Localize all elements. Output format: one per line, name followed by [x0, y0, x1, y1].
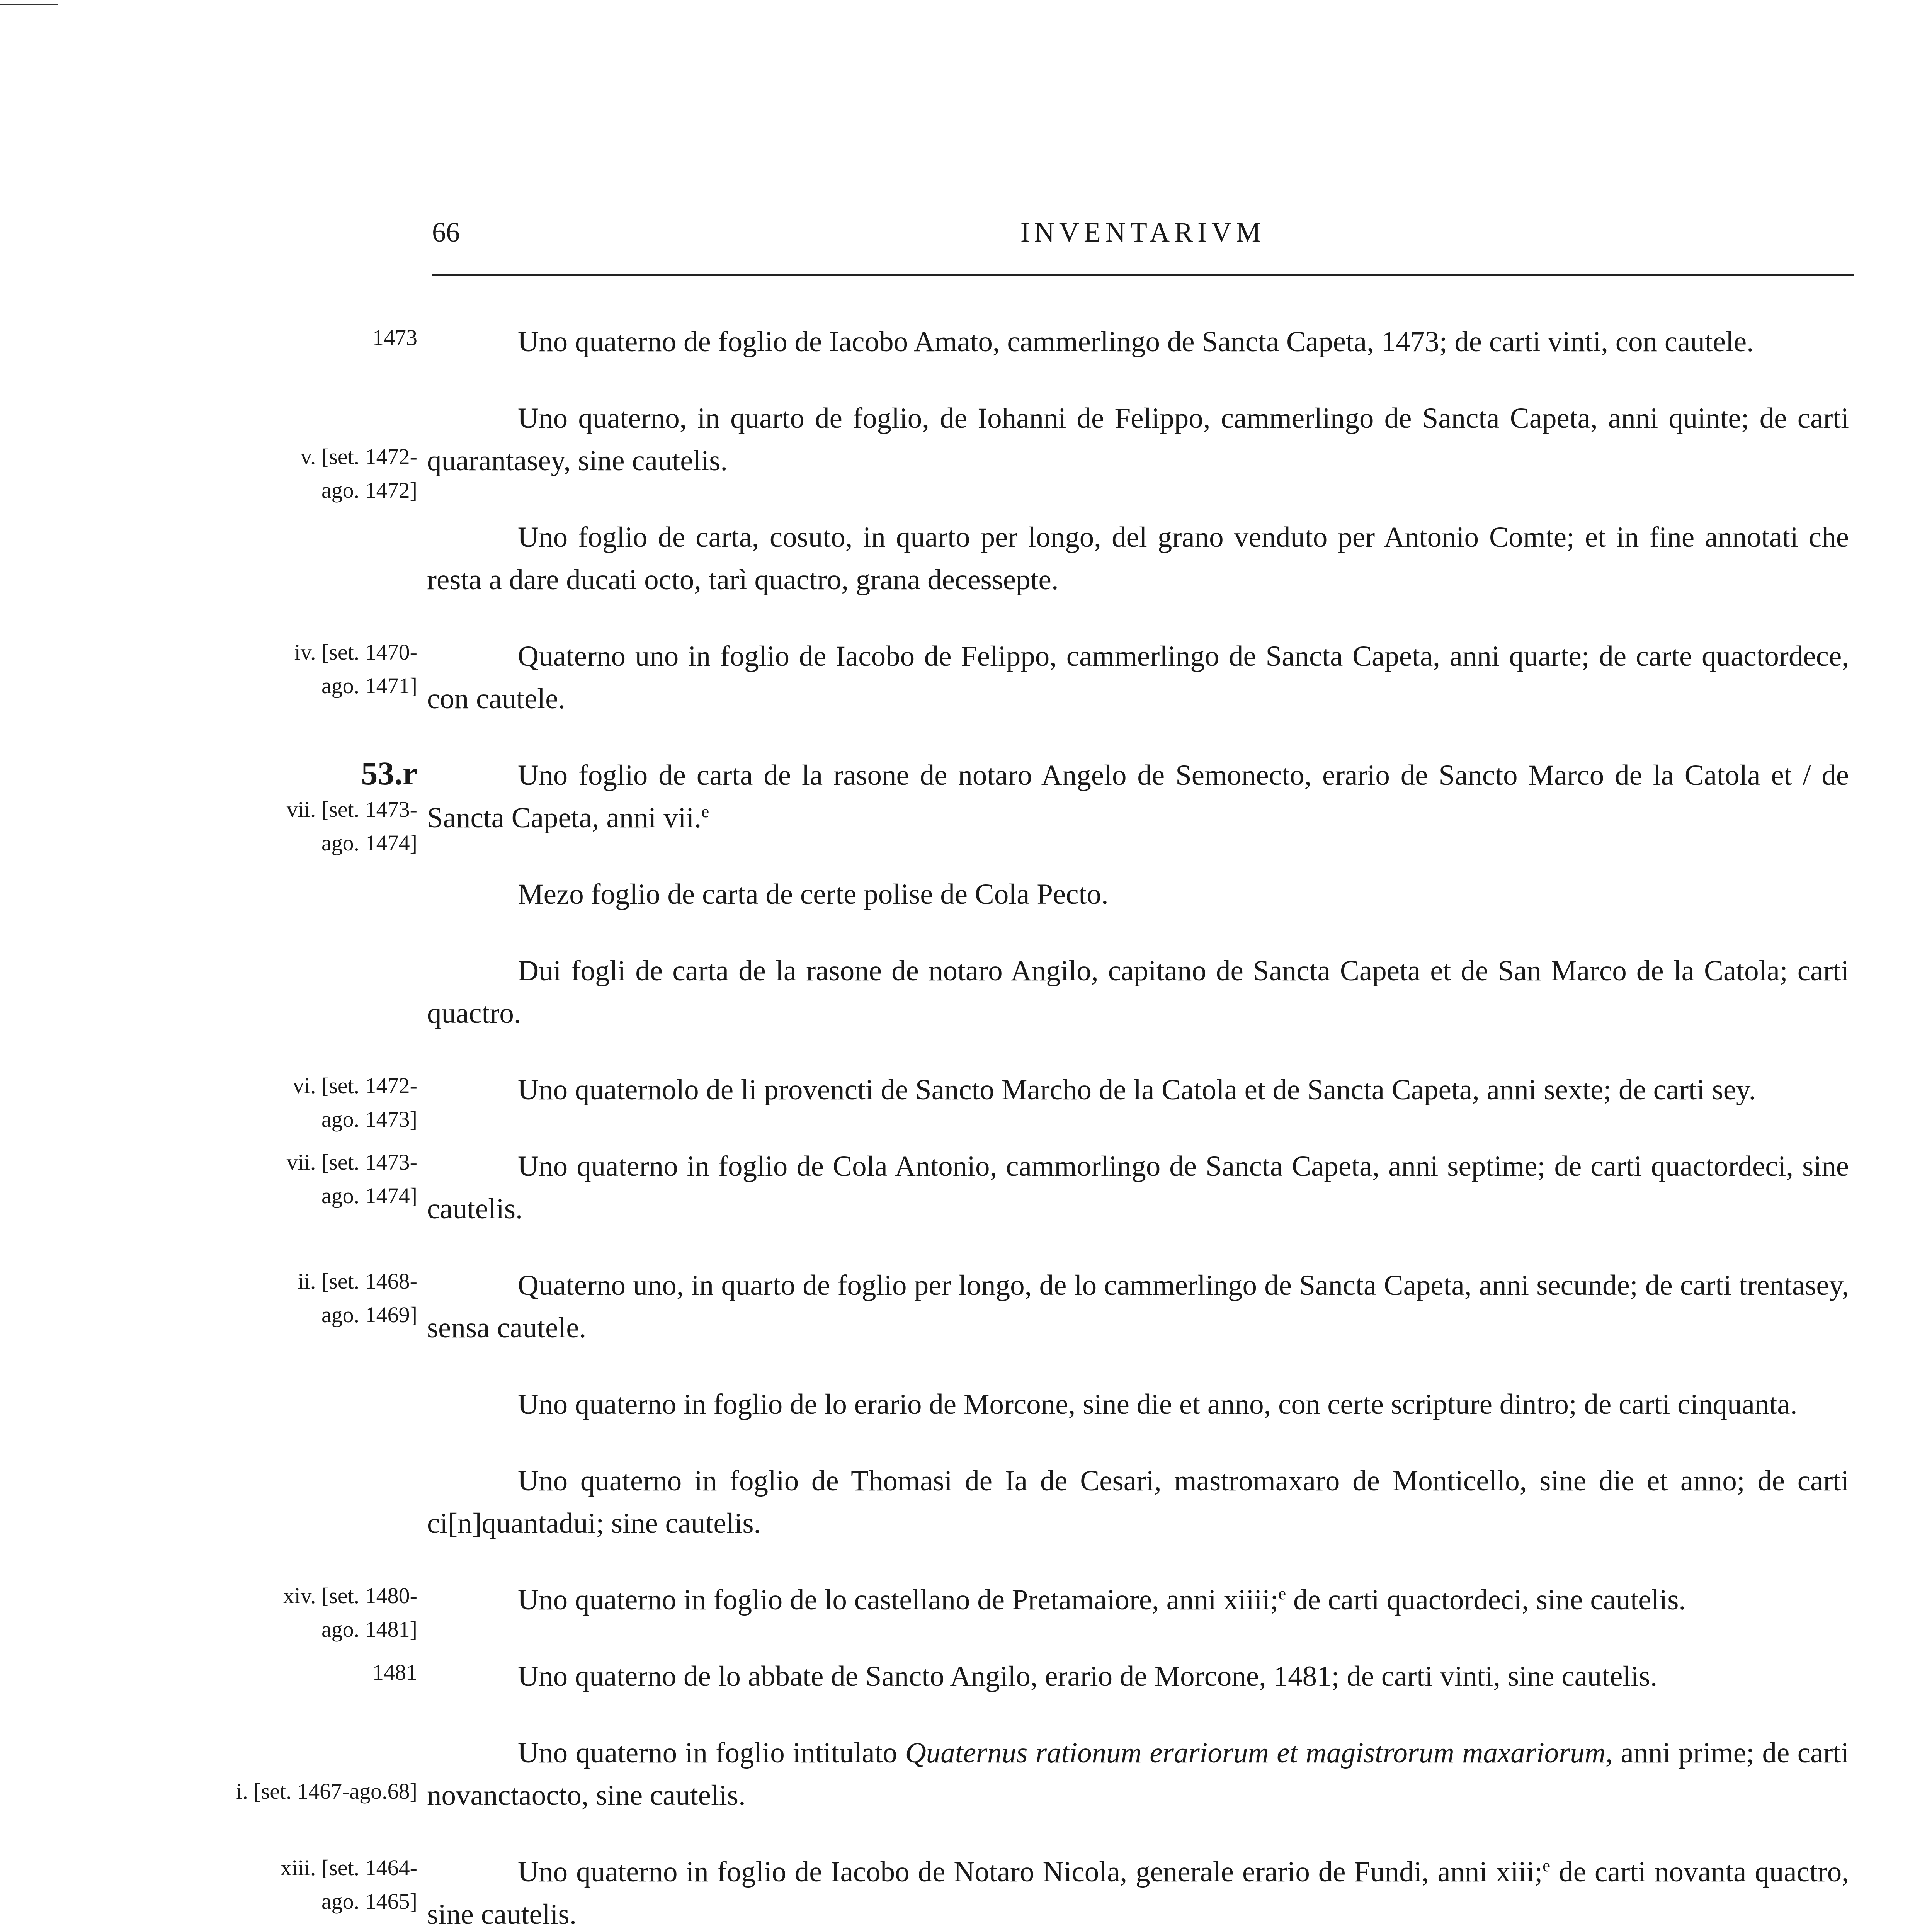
entry-text-part: Uno quaterno in foglio de Iacobo de Notaro Nicola, generale erario de Fundi, anni xiii;	[518, 1856, 1543, 1888]
entry-text	[427, 1579, 1849, 1621]
inventory-entry	[0, 950, 1932, 1035]
inventory-entry	[0, 1732, 1932, 1817]
entry-text	[427, 1851, 1849, 1932]
entry-text-part: Uno foglio de carta, cosuto, in quarto per longo, del grano venduto per Antonio Comte; et in fine annotati che resta a dare ducati octo, tarì quactro, grana decessepte.	[427, 521, 1849, 596]
margin-date: ago. 1471]	[321, 673, 417, 698]
inventory-entry	[0, 1655, 1932, 1698]
inventory-entry	[0, 1264, 1932, 1349]
entry-text	[427, 873, 1849, 916]
margin-note	[155, 1851, 417, 1918]
margin-note	[155, 1264, 417, 1332]
entry-text-part: Uno quaterno de lo abbate de Sancto Angilo, erario de Morcone, 1481; de carti vinti, sine cautelis.	[518, 1660, 1658, 1692]
entry-text-part: Uno foglio de carta de la rasone de notaro Angelo de Semonecto, erario de Sancto Marco de la Catola et / de Sancta Capeta, anni vii.	[427, 759, 1849, 834]
margin-date: vii. [set. 1473-	[286, 1150, 417, 1175]
entry-text-part: Quaterno uno in foglio de Iacobo de Felippo, cammerlingo de Sancta Capeta, anni quarte; de carte quactordece, con cautele.	[427, 640, 1849, 715]
entry-text-part: Uno quaterno in foglio intitulato	[518, 1737, 905, 1769]
folio-marker: 53.r	[361, 755, 417, 792]
margin-date: xiii. [set. 1464-	[280, 1855, 417, 1880]
superscript-mark: e	[701, 802, 709, 821]
entry-text	[427, 516, 1849, 601]
margin-note	[155, 1655, 417, 1689]
entry-text-part: de carti novanta quactro, sine cautelis.	[427, 1856, 1849, 1930]
margin-date: 1481	[372, 1660, 417, 1685]
entry-text	[427, 1069, 1849, 1111]
entry-text-part: de carti quactordeci, sine cautelis.	[1286, 1584, 1686, 1616]
margin-note	[155, 440, 417, 507]
entry-text-part: Uno quaterno in foglio de Thomasi de Ia de Cesari, mastromaxaro de Monticello, sine die et anno; de carti ci[n]quantadui; sine cautelis.	[427, 1465, 1849, 1539]
margin-date: ago. 1469]	[321, 1302, 417, 1327]
inventory-entry	[0, 1579, 1932, 1642]
inventory-entry	[0, 397, 1932, 503]
inventory-entry	[0, 1851, 1932, 1932]
margin-date: iv. [set. 1470-	[294, 639, 417, 665]
margin-note	[155, 321, 417, 354]
inventory-entry	[0, 321, 1932, 363]
entry-text-part: Quaterno uno, in quarto de foglio per longo, de lo cammerlingo de Sancta Capeta, anni secunde; de carti trentasey, sensa cautele.	[427, 1269, 1849, 1344]
entry-text	[427, 397, 1849, 482]
entry-text-part: Uno quaternolo de li provencti de Sancto Marcho de la Catola et de Sancta Capeta, anni sexte; de carti sey.	[518, 1074, 1756, 1106]
entry-text	[427, 1655, 1849, 1698]
entry-text	[427, 635, 1849, 720]
margin-date: 1473	[372, 325, 417, 350]
margin-note	[155, 1069, 417, 1136]
margin-date: ago. 1472]	[321, 478, 417, 503]
inventory-entry	[0, 635, 1932, 720]
entry-text-part: Dui fogli de carta de la rasone de notaro Angilo, capitano de Sancta Capeta et de San Marco de la Catola; carti quactro.	[427, 955, 1849, 1029]
inventory-entry	[0, 754, 1932, 855]
entry-text-part: Uno quaterno, in quarto de foglio, de Iohanni de Felippo, cammerlingo de Sancta Capeta, anni quinte; de carti quarantasey, sine cautelis.	[427, 402, 1849, 477]
inventory-entries	[0, 321, 1932, 1932]
entry-text	[427, 1732, 1849, 1817]
page-header	[432, 216, 1854, 263]
entry-text	[427, 1460, 1849, 1545]
margin-note	[155, 754, 417, 860]
margin-date: ago. 1465]	[321, 1889, 417, 1914]
margin-date: ago. 1474]	[321, 1183, 417, 1208]
corner-mark	[0, 4, 58, 5]
entry-text-part: Mezo foglio de carta de certe polise de Cola Pecto.	[518, 878, 1109, 910]
page-number: 66	[432, 217, 460, 248]
margin-note	[155, 1774, 417, 1808]
margin-note	[155, 635, 417, 702]
entry-text	[427, 321, 1849, 363]
inventory-entry	[0, 1145, 1932, 1230]
margin-date: vi. [set. 1472-	[293, 1073, 417, 1098]
entry-text-part: Uno quaterno de foglio de Iacobo Amato, cammerlingo de Sancta Capeta, 1473; de carti vinti, con cautele.	[518, 326, 1754, 358]
margin-date: v. [set. 1472-	[300, 444, 417, 469]
margin-date: ago. 1481]	[321, 1617, 417, 1642]
entry-text-part: Uno quaterno in foglio de lo erario de Morcone, sine die et anno, con certe scripture dintro; de carti cinquanta.	[518, 1388, 1798, 1420]
entry-text-part: Uno quaterno in foglio de lo castellano de Pretamaiore, anni xiiii;	[518, 1584, 1279, 1616]
margin-note	[155, 1579, 417, 1646]
inventory-entry	[0, 873, 1932, 916]
margin-date: vii. [set. 1473-	[286, 796, 417, 822]
entry-title-italic: Quaternus rationum erariorum et magistrorum maxariorum,	[905, 1737, 1613, 1769]
margin-date: xiv. [set. 1480-	[283, 1583, 417, 1608]
running-title: INVENTARIVM	[1020, 217, 1266, 248]
entry-text	[427, 950, 1849, 1035]
margin-date: ago. 1473]	[321, 1107, 417, 1132]
inventory-entry	[0, 516, 1932, 601]
margin-note	[155, 1145, 417, 1213]
entry-text	[427, 1145, 1849, 1230]
superscript-mark: e	[1278, 1584, 1286, 1603]
superscript-mark: e	[1543, 1856, 1551, 1875]
inventory-entry	[0, 1069, 1932, 1132]
header-rule	[432, 274, 1854, 276]
entry-text-part: anni prime; de carti novanctaocto, sine cautelis.	[427, 1737, 1849, 1811]
margin-date: ago. 1474]	[321, 830, 417, 855]
entry-text-part: Uno quaterno in foglio de Cola Antonio, cammorlingo de Sancta Capeta, anni septime; de carti quactordeci, sine cautelis.	[427, 1150, 1849, 1225]
entry-text	[427, 1264, 1849, 1349]
entry-text	[427, 754, 1849, 839]
inventory-entry	[0, 1460, 1932, 1545]
margin-date: ii. [set. 1468-	[298, 1269, 417, 1294]
entry-text	[427, 1383, 1849, 1426]
inventory-entry	[0, 1383, 1932, 1426]
margin-date: i. [set. 1467-ago.68]	[236, 1779, 417, 1804]
